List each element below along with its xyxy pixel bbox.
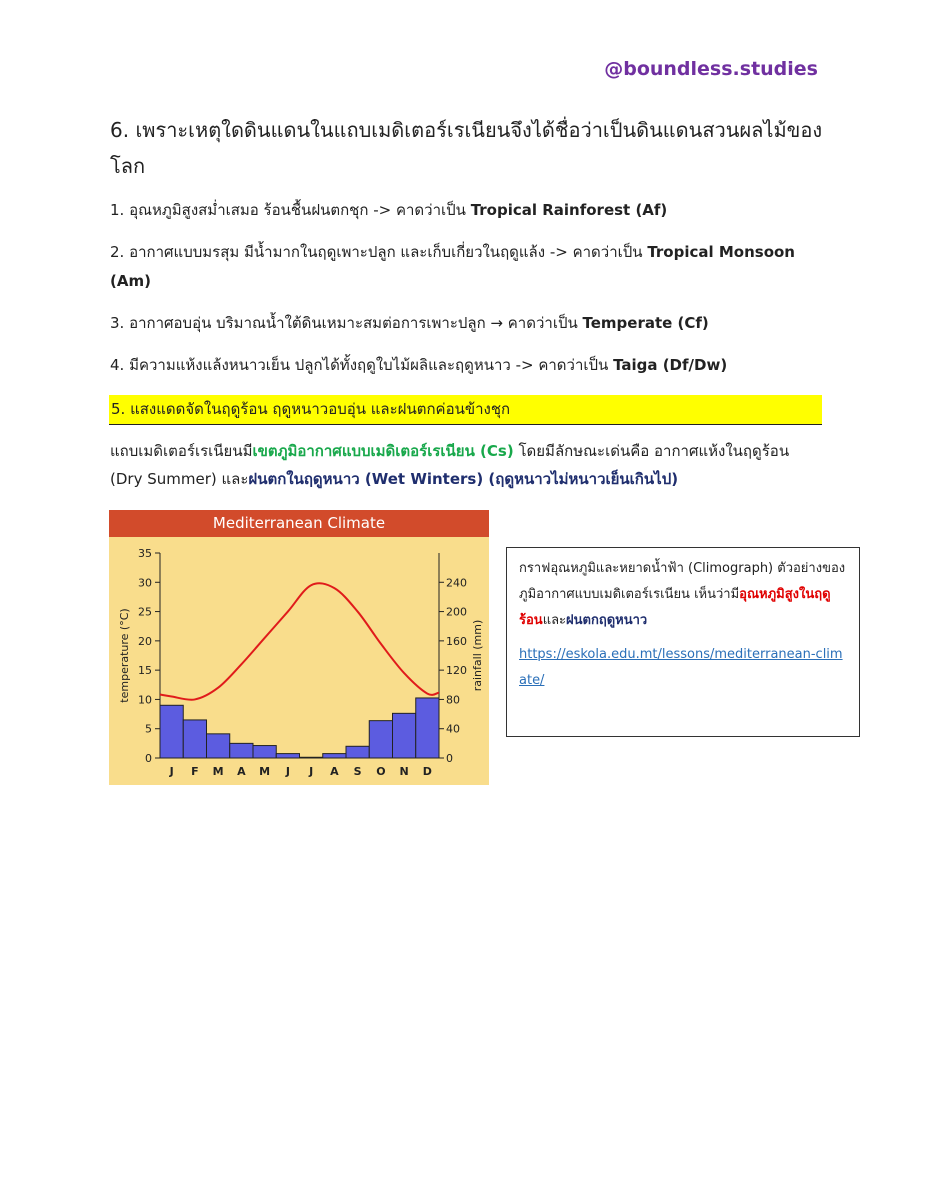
left-tick-label: 30 [138,576,152,590]
month-label: J [309,765,314,778]
wet-winters-term: ฝนตกในฤดูหนาว (Wet Winters) (ฤดูหนาวไม่หนาวเย็นเกินไป) [248,470,679,488]
rainfall-bar [393,713,416,758]
left-tick-label: 5 [145,722,152,736]
right-tick-label: 160 [446,634,467,648]
option-4: 4. มีความแห้งแล้งหนาวเย็น ปลูกได้ทั้งฤดูใบไม้ผลิและฤดูหนาว -> คาดว่าเป็น Taiga (Df/Dw) [110,356,728,374]
month-label: D [422,765,432,778]
left-tick-label: 20 [138,634,152,648]
rainfall-bar [416,698,439,758]
month-label: O [376,765,386,778]
right-axis-label: rainfall (mm) [471,619,484,692]
correct-answer-highlight: 5. แสงแดดจัดในฤดูร้อน ฤดูหนาวอบอุ่น และฝนตกค่อนข้างชุก [109,395,822,425]
month-label: J [285,765,290,778]
rainfall-bar [230,743,253,758]
option-1: 1. อุณหภูมิสูงสม่ำเสมอ ร้อนชื้นฝนตกชุก -> คาดว่าเป็น Tropical Rainforest (Af) [110,201,668,219]
month-label: S [353,765,362,778]
left-tick-label: 15 [138,664,152,678]
month-label: M [212,765,224,778]
rainfall-bar [369,721,392,758]
left-tick-label: 10 [138,693,152,707]
source-link[interactable]: https://eskola.edu.mt/lessons/mediterranean-climate/ [519,647,843,688]
left-tick-label: 35 [138,547,152,560]
left-tick-label: 0 [145,752,152,765]
rainfall-bar [160,705,183,758]
author-handle: @boundless.studies [604,58,818,80]
climate-zone-term: เขตภูมิอากาศแบบเมดิเตอร์เรเนียน (Cs) [252,442,514,460]
month-label: M [259,765,271,778]
rainfall-bar [183,720,206,758]
right-tick-label: 0 [446,752,453,765]
chart-title: Mediterranean Climate [109,510,489,537]
month-label: F [191,765,199,778]
rainfall-bar [323,754,346,758]
right-tick-label: 240 [446,576,467,590]
explanation-paragraph: แถบเมดิเตอร์เรเนียนมีเขตภูมิอากาศแบบเมดิเตอร์เรเนียน (Cs) โดยมีลักษณะเด่นคือ อากาศแห้งในฤดูร้อน (Dry Summer) และฝนตกในฤดูหนาว (Wet Winters) (ฤดูหนาวไม่หนาวเย็นเกินไป) [110,442,790,488]
question-title: 6. เพราะเหตุใดดินแดนในแถบเมดิเตอร์เรเนียนจึงได้ชื่อว่าเป็นดินแดนสวนผลไม้ของโลก [110,118,823,178]
option-3: 3. อากาศอบอุ่น บริมาณน้ำใต้ดินเหมาะสมต่อการเพาะปลูก → คาดว่าเป็น Temperate (Cf) [110,314,709,332]
climograph-plot [109,537,489,785]
month-label: J [169,765,174,778]
month-label: A [330,765,339,778]
right-tick-label: 40 [446,722,460,736]
climograph [109,510,489,785]
right-tick-label: 120 [446,664,467,678]
month-label: A [237,765,246,778]
rainfall-bar [207,734,230,758]
caption-box [506,547,860,737]
month-label: N [399,765,409,778]
rainfall-bar [276,754,299,758]
left-tick-label: 25 [138,605,152,619]
caption-text: กราฟอุณหภูมิและหยาดน้ำฟ้า (Climograph) ตัวอย่างของภูมิอากาศแบบเมดิเตอร์เรเนียน เห็นว่ามีอุณหภูมิสูงในฤดูร้อนและฝนตกฤดูหนาว [519,561,846,628]
rainfall-bar [253,746,276,758]
option-2: 2. อากาศแบบมรสุม มีน้ำมากในฤดูเพาะปลูก และเก็บเกี่ยวในฤดูแล้ง -> คาดว่าเป็น Tropical Monsoon (Am) [110,243,795,290]
right-tick-label: 80 [446,693,460,707]
right-tick-label: 200 [446,605,467,619]
left-axis-label: temperature (°C) [118,608,131,703]
rainfall-bar [346,746,369,758]
